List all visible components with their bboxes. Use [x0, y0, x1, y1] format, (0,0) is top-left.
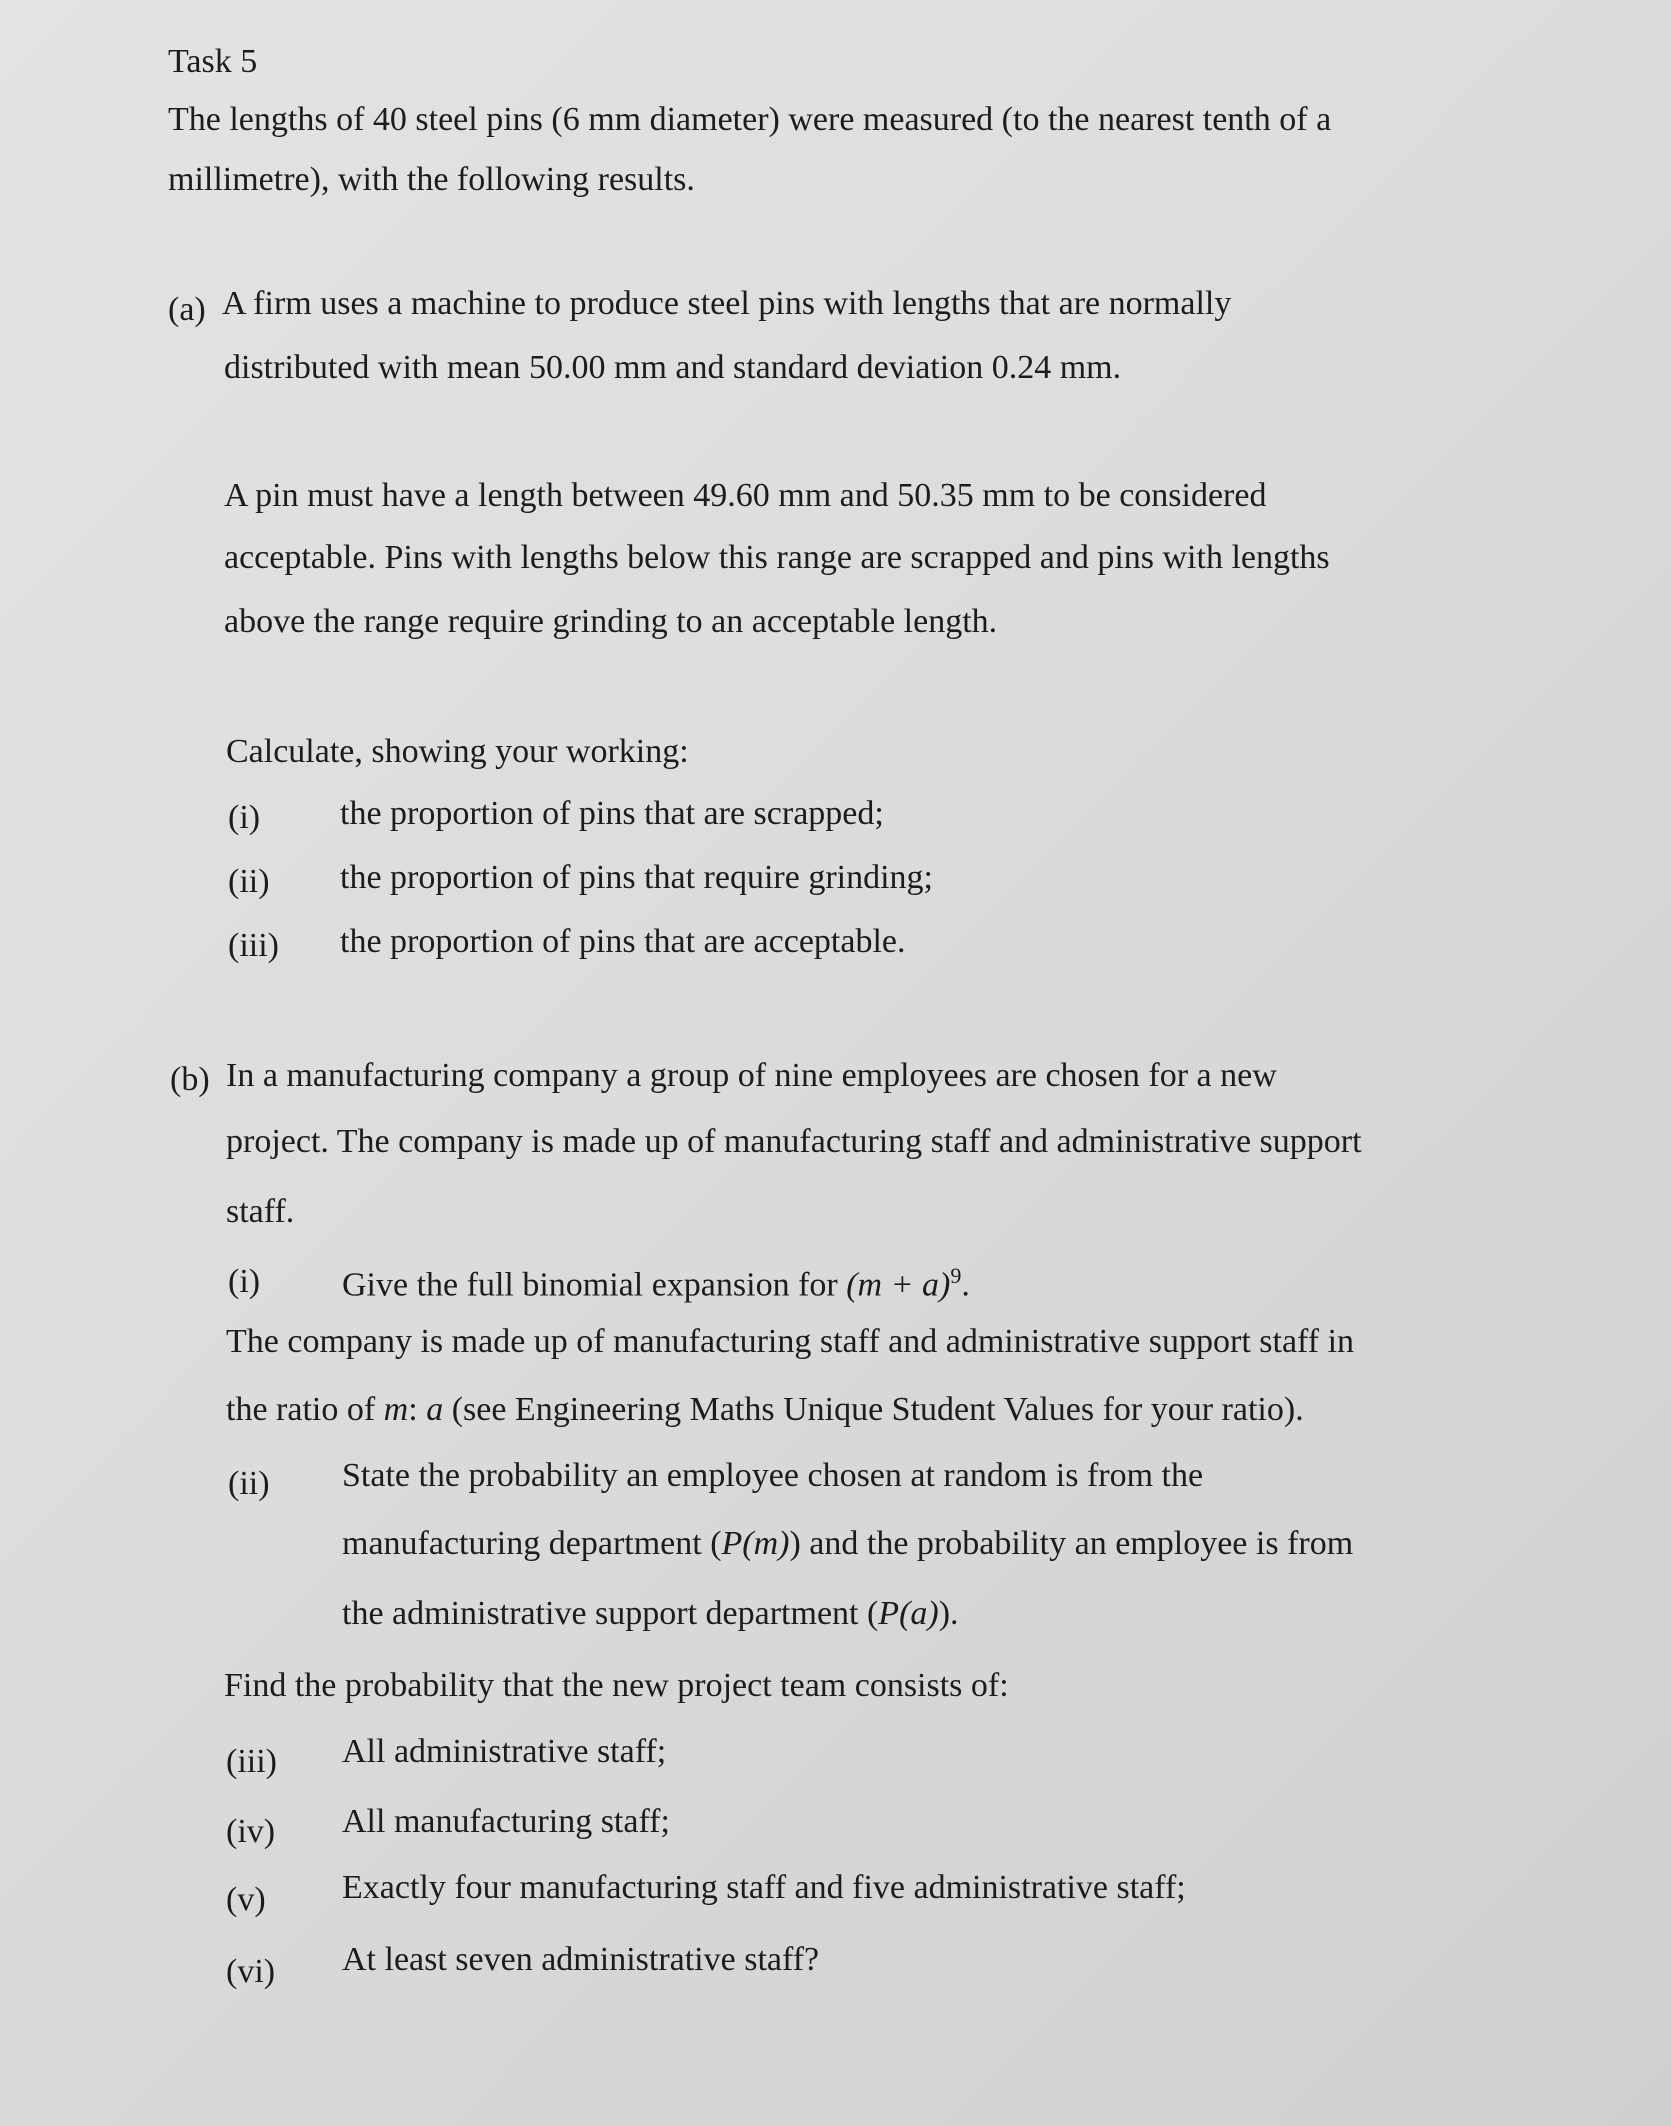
ratio-a: a	[426, 1391, 444, 1428]
ii-line2-pre: manufacturing department (	[342, 1525, 722, 1562]
part-b-p1-line-1: In a manufacturing company a group of nine employees are chosen for a new	[226, 1057, 1277, 1094]
prob-a: P(a)	[878, 1595, 939, 1632]
part-b-p1-line-2: project. The company is made up of manufacturing staff and administrative support	[226, 1123, 1362, 1160]
ratio-m: m	[383, 1391, 409, 1428]
part-a-item-text: the proportion of pins that require grinding;	[340, 859, 933, 896]
binomial-exponent: 9	[950, 1263, 962, 1288]
part-b-item-text: Exactly four manufacturing staff and five administrative staff;	[342, 1869, 1186, 1906]
ratio-colon: :	[408, 1391, 427, 1428]
ii-line3-pre: the administrative support department (	[342, 1595, 879, 1632]
part-b-item-num: (v)	[226, 1881, 266, 1918]
part-b-label: (b)	[170, 1061, 210, 1098]
part-a-p1-line-2: distributed with mean 50.00 mm and standard deviation 0.24 mm.	[224, 349, 1122, 386]
part-b-item-num: (iii)	[226, 1743, 277, 1780]
part-a-item-num: (i)	[228, 799, 261, 836]
part-b-ii-num: (ii)	[228, 1465, 270, 1502]
ii-line2-post: ) and the probability an employee is from	[789, 1525, 1354, 1562]
part-a-item-num: (iii)	[228, 927, 279, 964]
part-b-ratio-line-1: The company is made up of manufacturing staff and administrative support staff in	[226, 1323, 1355, 1360]
part-b-ratio-line-2	[226, 1390, 1304, 1430]
part-a-item-num: (ii)	[228, 863, 270, 900]
part-b-item-text: All manufacturing staff;	[342, 1803, 670, 1840]
ratio-post: (see Engineering Maths Unique Student Values for your ratio).	[443, 1391, 1304, 1428]
part-b-i-end: .	[961, 1266, 970, 1304]
part-b-i-num: (i)	[228, 1263, 261, 1300]
part-b-ii-line-1: State the probability an employee chosen at random is from the	[342, 1457, 1204, 1494]
part-b-item-text: All administrative staff;	[342, 1733, 667, 1770]
part-b-item-num: (vi)	[226, 1953, 276, 1990]
part-a-item-text: the proportion of pins that are scrapped;	[340, 795, 884, 832]
task-title: Task 5	[168, 43, 258, 80]
ratio-pre: the ratio of	[226, 1391, 384, 1428]
part-a-p2-line-2: acceptable. Pins with lengths below this range are scrapped and pins with lengths	[224, 539, 1330, 576]
part-a-p2-line-3: above the range require grinding to an acceptable length.	[224, 603, 998, 640]
part-b-item-num: (iv)	[226, 1813, 276, 1850]
intro-line-1: The lengths of 40 steel pins (6 mm diameter) were measured (to the nearest tenth of a	[168, 101, 1332, 138]
part-b-i-text	[342, 1256, 970, 1305]
part-b-ii-line-2	[342, 1524, 1353, 1564]
part-a-p2-line-1: A pin must have a length between 49.60 mm and 50.35 mm to be considered	[224, 477, 1267, 514]
part-b-item-text: At least seven administrative staff?	[342, 1941, 820, 1978]
part-b-ii-line-3	[342, 1594, 959, 1634]
prob-m: P(m)	[721, 1525, 790, 1562]
part-a-item-text: the proportion of pins that are acceptable.	[340, 923, 906, 960]
part-b-i-lead: Give the full binomial expansion for	[342, 1266, 847, 1304]
part-a-calc-intro: Calculate, showing your working:	[226, 733, 689, 770]
binomial-expression: (m + a)	[846, 1266, 951, 1304]
part-b-find-intro: Find the probability that the new project team consists of:	[224, 1667, 1009, 1704]
part-a-p1-line-1: A firm uses a machine to produce steel pins with lengths that are normally	[222, 285, 1232, 322]
intro-line-2: millimetre), with the following results.	[168, 161, 695, 198]
ii-line3-post: ).	[938, 1595, 959, 1632]
part-a-label: (a)	[168, 291, 206, 328]
part-b-p1-line-3: staff.	[226, 1193, 295, 1230]
